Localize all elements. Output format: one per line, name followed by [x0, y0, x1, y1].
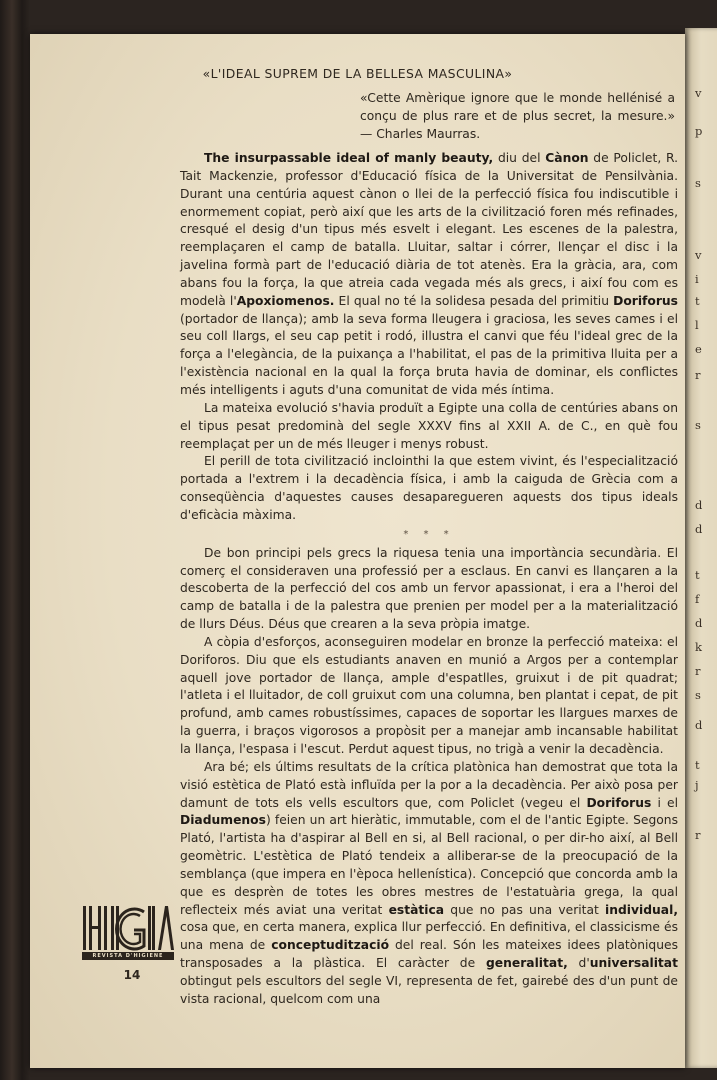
paragraph-3: El perill de tota civilització inclointhi la que estem vivint, és l'especialització portada a l'extrem i la decadència física, i amb la caiguda de Grècia com a conseqüència d'aquestes causes desaparegueren aquests dos tipus ideals d'eficàcia màxima.	[180, 454, 678, 522]
adjacent-page-letter: r	[695, 828, 701, 842]
page-number: 14	[123, 968, 141, 982]
paragraph-1: The insurpassable ideal of manly beauty, diu del Cànon de Policlet, R. Tait Mackenzie, professor d'Educació física de la Universitat de Pensilvània. Durant una centúria aquest cànon o llei de la perfecció física fou indiscutible i enormement copiat, però així que les arts de la civilització foren més refinades, cresqué el desig d'un tipus més esvelt i elegant. Les escenes de la palestra, reemplaçaren el camp de batalla. Lluitar, saltar i córrer, llençar el disc i la javelina formà part de l'educació diària de tot atenès. Era la gràcia, ara, com abans fou la força, la que atreia cada vegada més als grecs, i així fou com es modelà l'Apoxiomenos. El qual no té la solidesa pesada del primitiu Doriforus (portador de llança); amb la seva forma lleugera i graciosa, les seves cames i el seu coll llargs, el seu cap petit i rodó, illustra el canvi que féu l'ideal grec de la força a l'elegància, de la puixança a l'habilitat, el pas de la primitiva lluita per a l'existència nacional en la qual la força bruta havia de dominar, els conflictes més intelligents i aguts d'una comunitat de vida més íntima.	[180, 151, 679, 397]
adjacent-page-letter: s	[695, 176, 701, 190]
adjacent-page-letter: t	[695, 294, 700, 308]
adjacent-page-letter: t	[695, 758, 700, 772]
adjacent-page-letter: s	[695, 688, 701, 702]
adjacent-page-letter: r	[695, 368, 701, 382]
adjacent-page-letter: d	[695, 616, 703, 630]
adjacent-page-edge	[685, 28, 717, 1068]
logo-subtitle: REVISTA D'HIGIENE	[82, 952, 174, 960]
adjacent-page-letter: f	[695, 592, 700, 606]
adjacent-page-letter: r	[695, 664, 701, 678]
document-page	[30, 34, 685, 1068]
adjacent-page-letter: i	[695, 272, 699, 286]
article-body	[180, 150, 678, 1009]
epigraph: «Cette Amèrique ignore que le monde hellénisé a conçu de plus rare et de plus secret, la mesure.» — Charles Maurras.	[360, 91, 675, 141]
adjacent-page-letter: d	[695, 718, 703, 732]
adjacent-page-letter: p	[695, 124, 703, 138]
adjacent-page-letter: j	[695, 778, 699, 792]
paragraph-2: La mateixa evolució s'havia produït a Egipte una colla de centúries abans on el tipus pesat predominà del segle XXXV fins al XXII A. de C., en què fou reemplaçat per un de més lleuger i menys robust.	[180, 400, 678, 451]
adjacent-page-letter: t	[695, 568, 700, 582]
adjacent-page-letter: l	[695, 318, 699, 332]
adjacent-page-letter: v	[695, 86, 702, 100]
adjacent-page-letter: d	[695, 522, 703, 536]
adjacent-page-letter: s	[695, 418, 701, 432]
lead-phrase: The insurpassable ideal of manly beauty,	[204, 151, 494, 165]
section-separator: * * *	[403, 528, 455, 540]
adjacent-page-letter: d	[695, 498, 703, 512]
adjacent-page-letter: k	[695, 640, 702, 654]
adjacent-page-letter: e	[695, 342, 702, 356]
adjacent-page-letter: v	[695, 248, 702, 262]
paragraph-5: A còpia d'esforços, aconseguiren modelar en bronze la perfecció mateixa: el Doriforos. Diu que els estudiants anaven en munió a Argos per a contemplar aquell jove portador de llança, ample d'espatlles, gruixut i de pit quadrat; l'atleta i el lluitador, de coll gruixut com una columna, ben plantat i cepat, de pit profund, amb cames robustíssimes, capaces de soportar les llargues marxes de la guerra, i braços vigorosos a propòsit per a manejar amb incansable habilitat la llança, l'espasa i l'escut. Perdut aquest tipus, no trigà a venir la decadència.	[180, 634, 678, 756]
article-title: «L'IDEAL SUPREM DE LA BELLESA MASCULINA»	[202, 66, 513, 81]
paragraph-4: De bon principi pels grecs la riquesa tenia una importància secundària. El comerç el consideraven una professió per a esclaus. En canvi es llançaren a la descoberta de la perfecció del cos amb un fervor apassionat, i era a l'heroi del camp de batalla i de la palestra que prenien per model per a la materialització de llurs Déus. Déus que crearen a la seva pròpia imatge.	[180, 545, 678, 632]
paragraph-6: Ara bé; els últims resultats de la crítica platònica han demostrat que tota la visió estètica de Plató està influïda per la por a la decadència. Per això posa per damunt de tots els vells escultors que, com Policlet (vegeu el Doriforus i el Diadumenos) feien un art hieràtic, immutable, com el de l'antic Egipte. Segons Plató, l'artista ha d'aspirar al Bell en si, al Bell racional, o per dir-ho així, al Bell geomètric. L'estètica de Plató tendeix a alliberar-se de la preocupació de la semblança (que impera en l'època hellenística). Concepció que concorda amb la que es desprèn de totes les obres mestres de l'estatuària grega, la qual reflecteix més aviat una veritat estàtica que no pas una veritat individual, cosa que, en certa manera, explica llur perfecció. En definitiva, el classicisme és una mena de conceptudització del real. Són les mateixes idees platòniques transposades a la plàstica. El caràcter de generalitat, d'universalitat obtingut pels escultors del segle VI, representa de fet, gairebé des d'un punt de vista racional, quelcom com una	[180, 759, 678, 1006]
